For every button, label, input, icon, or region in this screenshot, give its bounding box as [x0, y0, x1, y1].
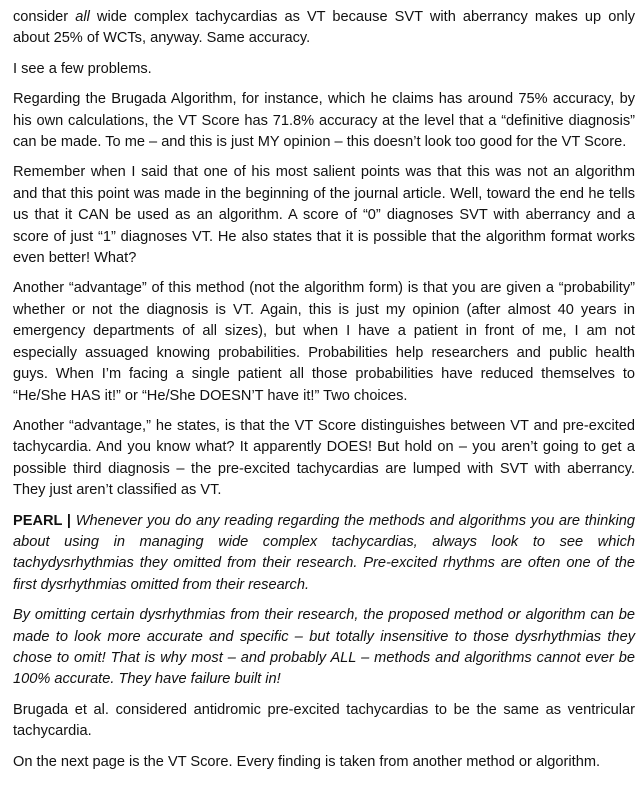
paragraph-algorithm-claim: Remember when I said that one of his most salient points was that this was not an algorithm and that this point was made in the beginning of the journal article. Well, toward the end he tells us that it CAN be used as an algorithm. A score of “0” diagnoses SVT with aberrancy and a score of just “1” diagnoses VT. He also states that it is possible that the algorithm format works even better! What?	[13, 164, 635, 267]
paragraph-same-accuracy: consider all wide complex tachycardias as VT because SVT with aberrancy makes up only about 25% of WCTs, anyway. Same accuracy.	[13, 9, 635, 47]
document-page	[13, 7, 635, 782]
paragraph-probability: Another “advantage” of this method (not the algorithm form) is that you are given a “probability” whether or not the diagnosis is VT. Again, this is just my opinion (after almost 40 years in emergency departments of all sizes), but when I have a patient in front of me, I am not especially assuaged knowing probabilities. Probabilities help researchers and public health guys. When I’m facing a single patient all those probabilities have reduced themselves to “He/She HAS it!” or “He/She DOESN’T have it!” Two choices.	[13, 280, 635, 404]
paragraph-brugada-accuracy: Regarding the Brugada Algorithm, for instance, which he claims has around 75% accuracy, by his own calculations, the VT Score has 71.8% accuracy at the level that a “definitive diagnosis” can be made. To me – and this is just MY opinion – this doesn’t look too good for the VT Score.	[13, 91, 635, 151]
paragraph-brugada-antidromic: Brugada et al. considered antidromic pre-excited tachycardias to be the same as ventricular tachycardia.	[13, 701, 635, 740]
pearl-label: PEARL |	[13, 512, 71, 529]
paragraph-problems: I see a few problems.	[13, 60, 152, 77]
paragraph-next-page: On the next page is the VT Score. Every finding is taken from another method or algorithm.	[13, 753, 601, 770]
paragraph-pre-excited: Another “advantage,” he states, is that the VT Score distinguishes between VT and pre-excited tachycardia. And you know what? It apparently DOES! But hold on – you aren’t going to get a possible third diagnosis – the pre-excited tachycardias are lumped with SVT with aberrancy. They just aren’t classified as VT.	[13, 417, 635, 499]
pearl-callout	[13, 511, 635, 597]
pearl-text: Whenever you do any reading regarding the methods and algorithms you are thinking about using in managing wide complex tachycardias, always look to see which tachydysrhythmias they omitted from their research. Pre-excited rhythms are often one of the first dysrhythmias omitted from their research.	[13, 512, 636, 593]
paragraph-omitting-dysrhythmias: By omitting certain dysrhythmias from their research, the proposed method or algorithm can be made to look more accurate and specific – but totally insensitive to those dysrhythmias they chose to omit! That is why most – and probably ALL – methods and algorithms cannot ever be 100% accurate. They have failure built in!	[13, 607, 635, 688]
emphasis-all: all	[75, 9, 90, 25]
